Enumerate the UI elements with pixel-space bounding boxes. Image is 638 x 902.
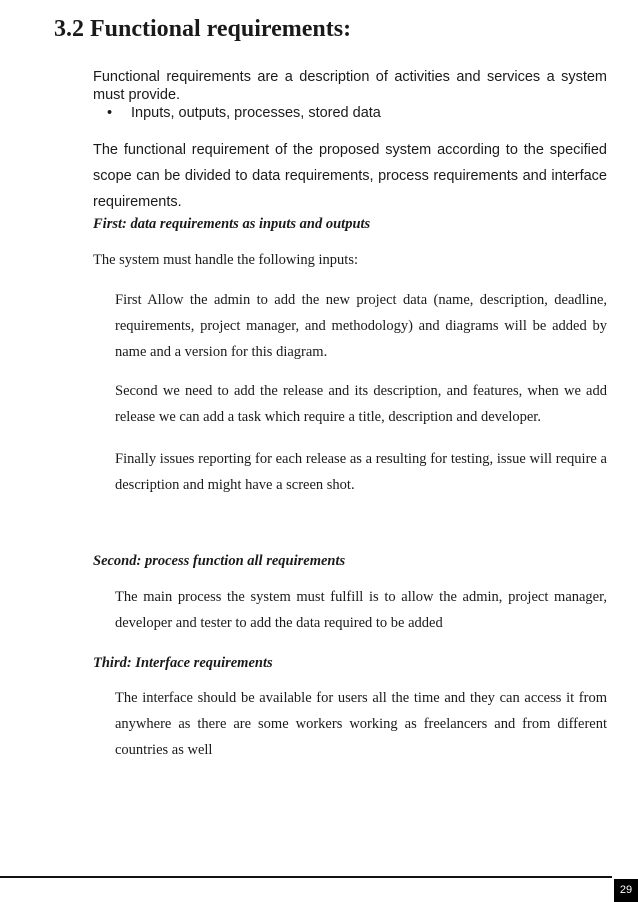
inputs-paragraph-first: First Allow the admin to add the new project data (name, description, deadline, requirements, project manager, and methodology) and diagrams will be added by name and a version for this diagram. [115,292,607,360]
data-requirements-heading: First: data requirements as inputs and outputs [93,216,371,232]
bullet-text: Inputs, outputs, processes, stored data [131,105,381,121]
section-heading: 3.2 Functional requirements: [54,16,352,42]
intro-paragraph: Functional requirements are a description of activities and services a system must provide. [93,69,607,103]
inputs-paragraph-second: Second we need to add the release and its description, and features, when we add release we can add a task which require a title, description and developer. [115,383,607,425]
interface-requirements-heading: Third: Interface requirements [93,655,273,671]
interface-paragraph: The interface should be available for users all the time and they can access it from anywhere as there are some workers working as freelancers and from different countries as well [115,690,607,758]
bullet-list-item [107,104,381,122]
scope-paragraph: The functional requirement of the proposed system according to the specified scope can be divided to data requirements, process requirements and interface requirements. [93,142,607,210]
bullet-dot-icon: • [107,105,113,121]
footer-divider [0,876,612,878]
inputs-lead-text: The system must handle the following inputs: [93,252,359,268]
process-paragraph: The main process the system must fulfill is to allow the admin, project manager, developer and tester to add the data required to be added [115,589,607,631]
inputs-paragraph-finally: Finally issues reporting for each release as a resulting for testing, issue will require a description and might have a screen shot. [115,451,607,493]
process-requirements-heading: Second: process function all requirements [93,553,346,569]
page-number: 29 [614,879,638,902]
